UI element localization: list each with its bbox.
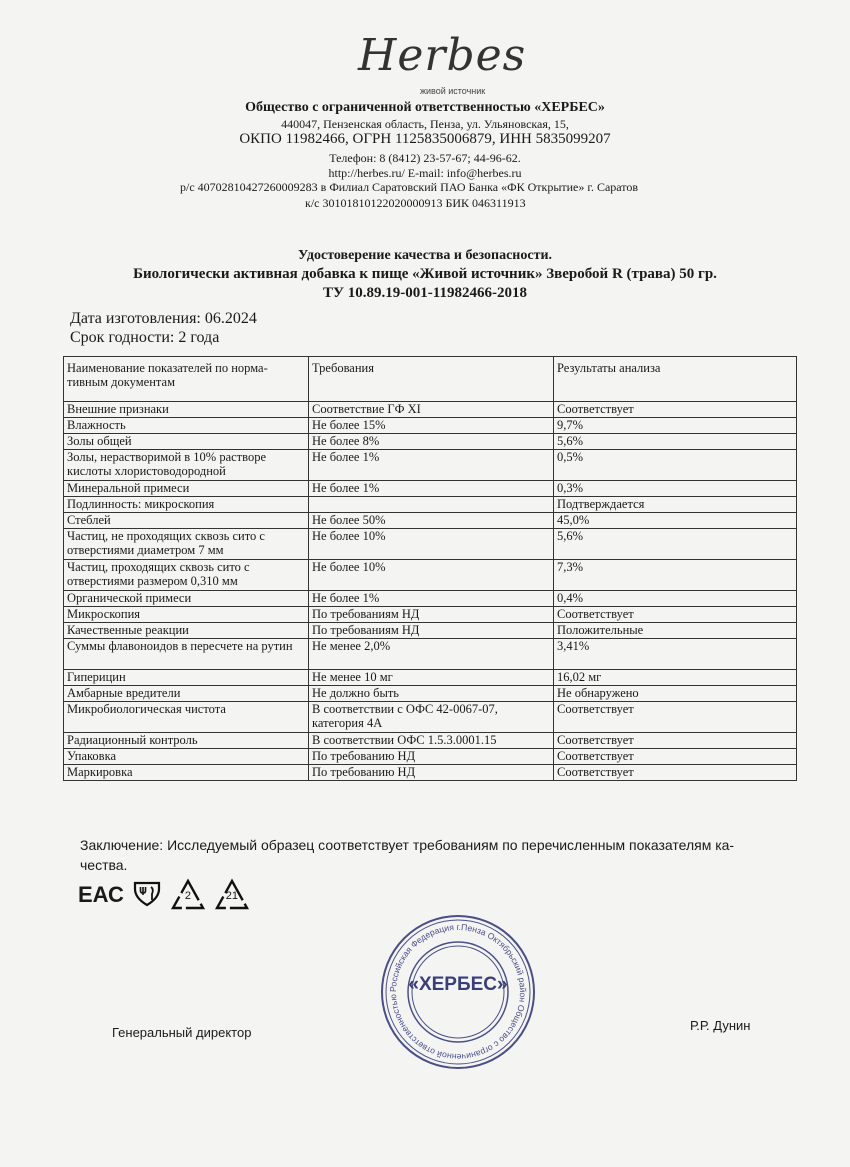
header-indicator: Наименование показателей по норма-тивным документам — [64, 357, 309, 402]
cell-indicator: Золы общей — [64, 434, 309, 450]
cell-result: Соответствует — [554, 402, 797, 418]
table-row — [64, 623, 797, 639]
cell-indicator: Микробиологическая чистота — [64, 702, 309, 733]
cell-result: 9,7% — [554, 418, 797, 434]
recycle-21-label: 21 — [225, 890, 239, 902]
table-row — [64, 765, 797, 781]
cell-requirement: Не более 1% — [309, 450, 554, 481]
cell-requirement: Не более 10% — [309, 529, 554, 560]
product-marks — [78, 877, 250, 913]
eac-mark: ЕАС — [78, 882, 124, 907]
cell-requirement: Не более 50% — [309, 513, 554, 529]
cell-result: 7,3% — [554, 560, 797, 591]
certificate-title: Удостоверение качества и безопасности. — [297, 248, 553, 263]
cell-indicator: Внешние признаки — [64, 402, 309, 418]
company-stamp — [378, 912, 538, 1072]
stamp-center-text: «ХЕРБЕС» — [408, 974, 508, 995]
table-row — [64, 733, 797, 749]
company-web: http://herbes.ru/ E-mail: info@herbes.ru — [328, 166, 522, 180]
signatory-position: Генеральный директор — [112, 1025, 252, 1040]
recycle-21-icon — [214, 878, 250, 912]
table-row — [64, 591, 797, 607]
cell-result: Подтверждается — [554, 497, 797, 513]
corr-account: к/с 30101810122020000913 БИК 046311913 — [305, 196, 526, 210]
cell-result: Положительные — [554, 623, 797, 639]
manufacture-date: Дата изготовления: 06.2024 — [70, 310, 257, 327]
table-row — [64, 529, 797, 560]
cell-indicator: Стеблей — [64, 513, 309, 529]
table-row — [64, 481, 797, 497]
cell-requirement: Не более 8% — [309, 434, 554, 450]
table-row — [64, 749, 797, 765]
cell-requirement: В соответствии ОФС 1.5.3.0001.15 — [309, 733, 554, 749]
table-row — [64, 686, 797, 702]
certificate-product: Биологически активная добавка к пище «Живой источник» Зверобой R (трава) 50 гр. — [133, 266, 717, 282]
cell-result: 3,41% — [554, 639, 797, 670]
cell-requirement: Не должно быть — [309, 686, 554, 702]
cell-requirement: Не более 15% — [309, 418, 554, 434]
cell-result: 0,3% — [554, 481, 797, 497]
signatory-name: Р.Р. Дунин — [690, 1018, 751, 1033]
cell-requirement: Не более 1% — [309, 481, 554, 497]
recycle-2-icon — [170, 878, 206, 912]
cell-result: 0,4% — [554, 591, 797, 607]
cell-indicator: Маркировка — [64, 765, 309, 781]
cell-result: Соответствует — [554, 765, 797, 781]
cell-requirement: По требованиям НД — [309, 623, 554, 639]
company-phone: Телефон: 8 (8412) 23-57-67; 44-96-62. — [329, 151, 521, 165]
stamp-ring-text: Российская Федерация г.Пенза Октябрьский район Общество с ограниченной ответственностью — [387, 921, 529, 1063]
cell-requirement: Не менее 2,0% — [309, 639, 554, 670]
cell-result: 16,02 мг — [554, 670, 797, 686]
table-row — [64, 670, 797, 686]
conclusion: Заключение: Исследуемый образец соответствует требованиям по перечисленным показателям ка-чества. — [80, 837, 735, 873]
cell-requirement: По требованиям НД — [309, 607, 554, 623]
cell-indicator: Упаковка — [64, 749, 309, 765]
table-row — [64, 434, 797, 450]
table-row — [64, 607, 797, 623]
food-safe-icon — [132, 878, 162, 913]
cell-result: Соответствует — [554, 702, 797, 733]
table-row — [64, 497, 797, 513]
cell-result: 5,6% — [554, 434, 797, 450]
cell-indicator: Амбарные вредители — [64, 686, 309, 702]
cell-requirement: По требованию НД — [309, 765, 554, 781]
cell-result: Соответствует — [554, 733, 797, 749]
table-row — [64, 639, 797, 670]
cell-requirement: Не более 10% — [309, 560, 554, 591]
header-requirements: Требования — [309, 357, 554, 402]
table-row — [64, 513, 797, 529]
certificate-tu: ТУ 10.89.19-001-11982466-2018 — [323, 285, 527, 301]
cell-result: 0,5% — [554, 450, 797, 481]
shelf-life: Срок годности: 2 года — [70, 329, 220, 346]
table-row — [64, 560, 797, 591]
cell-requirement: Не более 1% — [309, 591, 554, 607]
bank-account: р/с 40702810427260009283 в Филиал Саратовский ПАО Банка «ФК Открытие» г. Саратов — [180, 180, 639, 194]
cell-indicator: Качественные реакции — [64, 623, 309, 639]
cell-result: Соответствует — [554, 607, 797, 623]
cell-indicator: Частиц, проходящих сквозь сито с отверстиями размером 0,310 мм — [64, 560, 309, 591]
cell-requirement: По требованию НД — [309, 749, 554, 765]
herbes-logo — [358, 30, 527, 100]
logo-tagline: живой источник — [420, 86, 486, 96]
table-header-row — [64, 357, 797, 402]
logo-brand: Herbes — [358, 30, 527, 81]
cell-indicator: Органической примеси — [64, 591, 309, 607]
table-row — [64, 702, 797, 733]
table-row — [64, 418, 797, 434]
cell-requirement: В соответствии с ОФС 42-0067-07, категория 4А — [309, 702, 554, 733]
cell-requirement: Соответствие ГФ XI — [309, 402, 554, 418]
company-codes: ОКПО 11982466, ОГРН 1125835006879, ИНН 5835099207 — [239, 131, 611, 147]
cell-indicator: Частиц, не проходящих сквозь сито с отверстиями диаметром 7 мм — [64, 529, 309, 560]
cell-indicator: Суммы флавоноидов в пересчете на рутин — [64, 639, 309, 670]
company-address: 440047, Пензенская область, Пенза, ул. Ульяновская, 15, — [281, 117, 569, 131]
cell-result: 5,6% — [554, 529, 797, 560]
cell-indicator: Влажность — [64, 418, 309, 434]
table-row — [64, 402, 797, 418]
cell-result: Соответствует — [554, 749, 797, 765]
company-name: Общество с ограниченной ответственностью «ХЕРБЕС» — [245, 100, 605, 115]
quality-table — [63, 356, 797, 781]
cell-requirement: Не менее 10 мг — [309, 670, 554, 686]
header-results: Результаты анализа — [554, 357, 797, 402]
cell-indicator: Золы, нерастворимой в 10% растворе кислоты хлористоводородной — [64, 450, 309, 481]
cell-indicator: Радиационный контроль — [64, 733, 309, 749]
cell-result: Не обнаружено — [554, 686, 797, 702]
recycle-2-label: 2 — [184, 890, 191, 902]
cell-requirement — [309, 497, 554, 513]
cell-result: 45,0% — [554, 513, 797, 529]
cell-indicator: Подлинность: микроскопия — [64, 497, 309, 513]
cell-indicator: Микроскопия — [64, 607, 309, 623]
table-row — [64, 450, 797, 481]
cell-indicator: Минеральной примеси — [64, 481, 309, 497]
cell-indicator: Гиперицин — [64, 670, 309, 686]
